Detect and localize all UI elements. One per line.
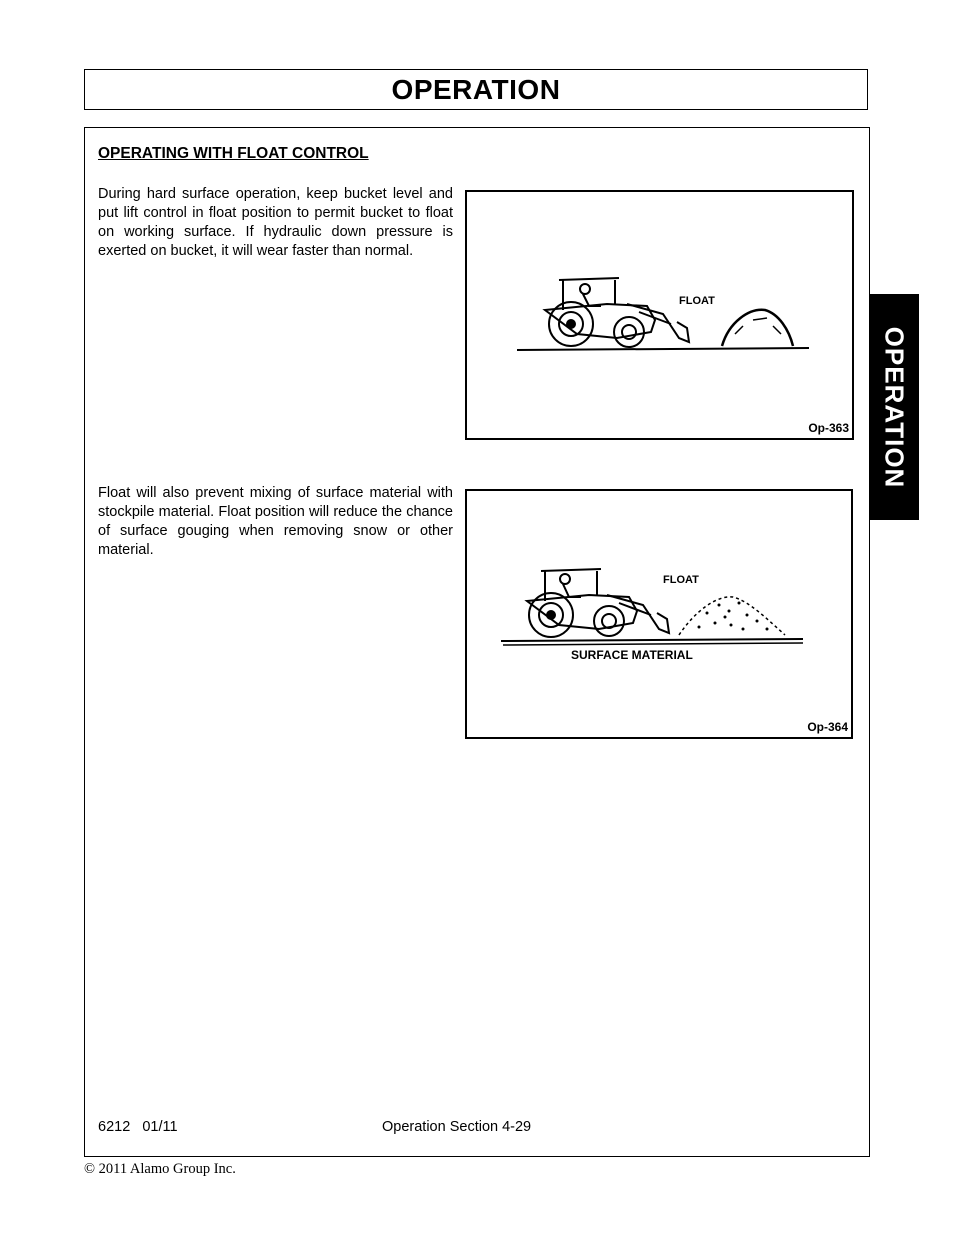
- side-tab-label: OPERATION: [879, 326, 910, 488]
- tractor-float-illustration: [467, 192, 852, 438]
- paragraph-2: Float will also prevent mixing of surface material with stockpile material. Float position will reduce the chance of surface gouging when removing snow or other material.: [98, 485, 453, 558]
- figure-label-float: FLOAT: [679, 295, 715, 307]
- footer-doc-number: 6212 01/11: [98, 1119, 178, 1135]
- figure-op-363: [465, 190, 854, 440]
- figure-id: Op-364: [807, 720, 848, 734]
- figure-label-float: FLOAT: [663, 574, 699, 586]
- footer-section-page: Operation Section 4-29: [382, 1119, 532, 1135]
- section-heading: OPERATING WITH FLOAT CONTROL: [98, 145, 369, 162]
- header-box: [84, 69, 868, 110]
- page-title: OPERATION: [391, 73, 561, 105]
- figure-label-surface-material: SURFACE MATERIAL: [571, 648, 693, 662]
- paragraph-1: During hard surface operation, keep bucket level and put lift control in float position to permit bucket to float on working surface. If hydraulic down pressure is exerted on bucket, it will wear faster than normal.: [98, 186, 453, 259]
- footer-copyright: © 2011 Alamo Group Inc.: [84, 1161, 236, 1177]
- tractor-surface-material-illustration: [467, 491, 851, 737]
- figure-op-364: [465, 489, 853, 739]
- figure-id: Op-363: [808, 421, 849, 435]
- side-tab: [869, 294, 919, 520]
